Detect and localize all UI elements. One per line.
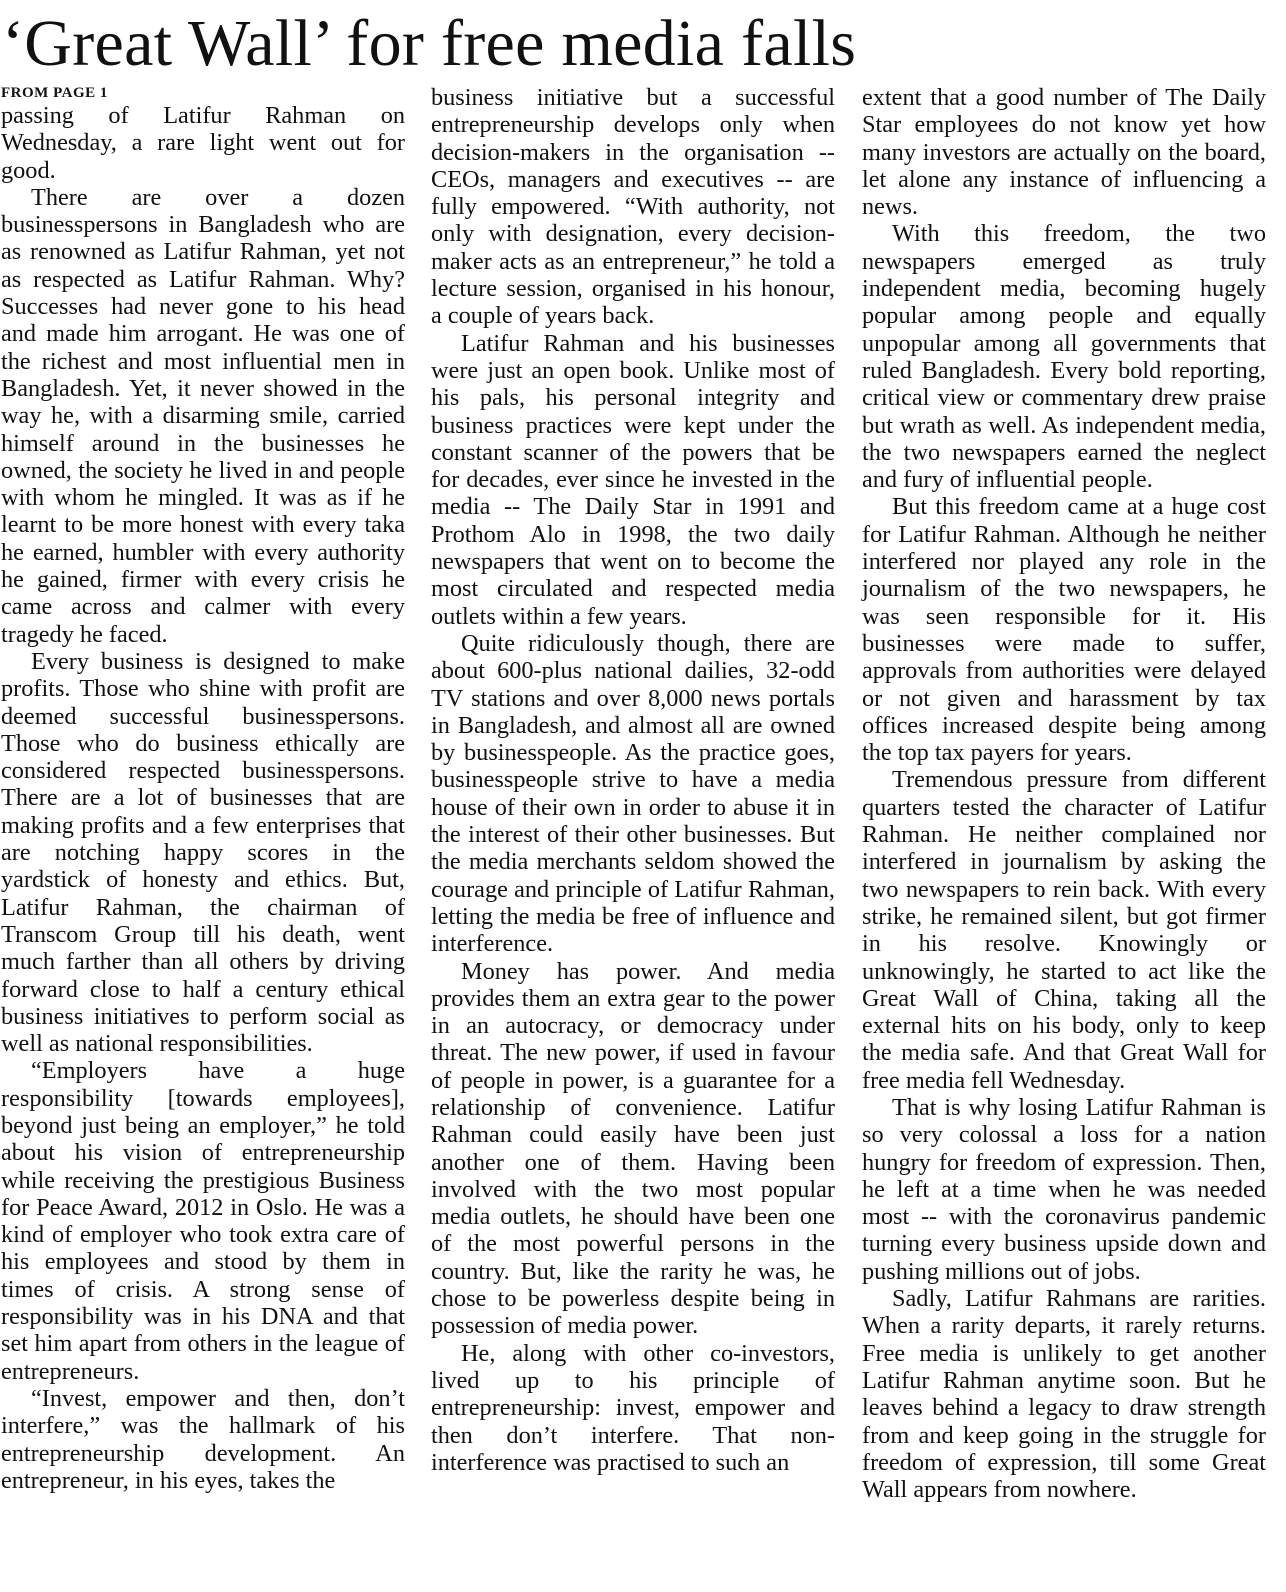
paragraph: Sadly, Latifur Rahmans are rarities. When a rarity departs, it rarely returns. Free media is unlikely to get another Latifur Rahman anytime soon. But he leaves behind a legacy to draw strength from and keep going in the struggle for freedom of expression, till some Great Wall appears from nowhere. <box>862 1285 1266 1504</box>
paragraph: He, along with other co-investors, lived up to his principle of entrepreneurship: invest, empower and then don’t interfere. That non-interference was practised to such an <box>431 1339 835 1476</box>
article-column-2 <box>431 84 835 1476</box>
paragraph: business initiative but a successful entrepreneurship develops only when decision-makers in the organisation -- CEOs, managers and executives -- are fully empowered. “With authority, not only with designation, every decision-maker acts as an entrepreneur,” he told a lecture session, organised in his honour, a couple of years back. <box>431 84 835 330</box>
paragraph: Quite ridiculously though, there are about 600-plus national dailies, 32-odd TV stations and over 8,000 news portals in Bangladesh, and almost all are owned by businesspeople. As the practice goes, businesspeople strive to have a media house of their own in order to abuse it in the interest of their other businesses. But the media merchants seldom showed the courage and principle of Latifur Rahman, letting the media be free of influence and interference. <box>431 629 835 958</box>
article-headline: ‘Great Wall’ for free media falls <box>2 7 857 80</box>
article-column-3 <box>862 84 1266 1503</box>
paragraph: passing of Latifur Rahman on Wednesday, a rare light went out for good. <box>1 102 405 184</box>
paragraph: That is why losing Latifur Rahman is so very colossal a loss for a nation hungry for freedom of expression. Then, he left at a time when he was needed most -- with the coronavirus pandemic turning every business upside down and pushing millions out of jobs. <box>862 1093 1266 1285</box>
paragraph: Every business is designed to make profits. Those who shine with profit are deemed successful businesspersons. Those who do business ethically are considered respected businesspersons. There are a lot of businesses that are making profits and a few enterprises that are notching happy scores in the yardstick of honesty and ethics. But, Latifur Rahman, the chairman of Transcom Group till his death, went much farther than all others by driving forward close to half a century ethical business initiatives to perform social as well as national responsibilities. <box>1 647 405 1058</box>
paragraph: Tremendous pressure from different quarters tested the character of Latifur Rahman. He neither complained nor interfered in journalism by asking the two newspapers to rein back. With every strike, he remained silent, but got firmer in his resolve. Knowingly or unknowingly, he started to act like the Great Wall of China, taking all the external hits on his body, only to keep the media safe. And that Great Wall for free media fell Wednesday. <box>862 766 1266 1094</box>
paragraph: There are over a dozen businesspersons in Bangladesh who are as renowned as Latifur Rahman, yet not as respected as Latifur Rahman. Why? Successes had never gone to his head and made him arrogant. He was one of the richest and most influential men in Bangladesh. Yet, it never showed in the way he, with a disarming smile, carried himself around in the businesses he owned, the society he lived in and people with whom he mingled. It was as if he learnt to be more honest with every taka he earned, humbler with every authority he gained, firmer with every crisis he came across and calmer with every tragedy he faced. <box>1 183 405 648</box>
continued-from-kicker: FROM PAGE 1 <box>1 85 108 101</box>
paragraph: Money has power. And media provides them an extra gear to the power in an autocracy, or democracy under threat. The new power, if used in favour of people in power, is a guarantee for a relationship of convenience. Latifur Rahman could easily have been just another one of them. Having been involved with the two most popular media outlets, he should have been one of the most powerful persons in the country. But, like the rarity he was, he chose to be powerless despite being in possession of media power. <box>431 957 835 1340</box>
paragraph: “Employers have a huge responsibility [towards employees], beyond just being an employer,” he told about his vision of entrepreneurship while receiving the prestigious Business for Peace Award, 2012 in Oslo. He was a kind of employer who took extra care of his employees and stood by them in times of crisis. A strong sense of responsibility was in his DNA and that set him apart from others in the league of entrepreneurs. <box>1 1057 405 1385</box>
paragraph: But this freedom came at a huge cost for Latifur Rahman. Although he neither interfered nor played any role in the journalism of the two newspapers, he was seen responsible for it. His businesses were made to suffer, approvals from authorities were delayed or not given and harassment by tax offices increased despite being among the top tax payers for years. <box>862 493 1266 767</box>
paragraph: extent that a good number of The Daily Star employees do not know yet how many investors are actually on the board, let alone any instance of influencing a news. <box>862 84 1266 221</box>
paragraph: Latifur Rahman and his businesses were just an open book. Unlike most of his pals, his personal integrity and business practices were kept under the constant scanner of the powers that be for decades, ever since he invested in the media -- The Daily Star in 1991 and Prothom Alo in 1998, the two daily newspapers that went on to become the most circulated and respected media outlets within a few years. <box>431 329 835 630</box>
paragraph: “Invest, empower and then, don’t interfere,” was the hallmark of his entrepreneurship development. An entrepreneur, in his eyes, takes the <box>1 1384 405 1494</box>
paragraph: With this freedom, the two newspapers emerged as truly independent media, becoming hugely popular among people and equally unpopular among all governments that ruled Bangladesh. Every bold reporting, critical view or commentary drew praise but wrath as well. As independent media, the two newspapers earned the neglect and fury of influential people. <box>862 220 1266 494</box>
article-column-1 <box>1 84 405 1494</box>
